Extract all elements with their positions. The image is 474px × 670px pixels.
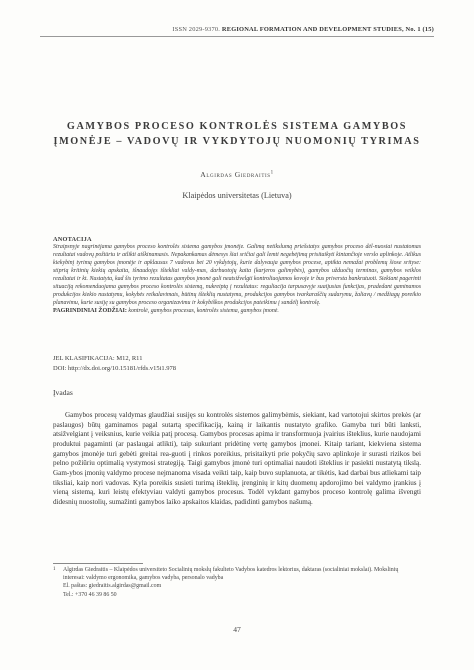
body-paragraph: Gamybos procesų valdymas glaudžiai susijęs su kontrolės sistemos galimybėmis, siekiant, kad vartotojui skirtos prekės (ar paslaugos) būtų gaminamos pagal sutartą specifikaciją, kainą ir laikantis nustatyto grafiko. Gamyba turi būti lanksti, atsižvelgiant į veiksnius, kurie veikia patį procesą. Gamybos procesas apima ir transformuoja įvairius išteklius, kurie naudojami produktui pagaminti (ar paslaugai atlikti), taip sukuriant pridėtinę vertę gamybos įmonei. Kitaip tariant, kiekviena sistema gamybos įmonėje turi gebėti greitai rea-guoti į rinkos poreikius, prisitaikyti prie pokyčių savo aplinkoje ir surasti rizikos bei pelno požiūriu optimalią vystymosi strategiją. Taigi gamybos įmonė turi optimaliai naudoti išteklius ir pasiekti nustatytą tikslą. Gam-ybos įmonių valdymo procese nejmanoma visada veikti taip, kaip buvo suplanuota, ar tikėtis, kad darbai bus atliekami taip tiksliai, kaip nori vadovas. Kyla poreikis susieti turimą išteklių, įrenginių ir kitų duomenų apdorojimo bei valdymo įrankius į vieną sistemą, kuri leistų efektyviau valdyti gamybos procesus. Todėl vykdant gamybos proceso kontrolę galima išvengti didesnių nuostolių, sumažinti gamybos laiko apskaitos klaidas, padidinti gamybos našumą. [53,411,421,506]
article-meta [53,354,421,373]
abstract-heading: ANOTACIJA [53,236,92,243]
author-footnote-mark: 1 [270,170,274,176]
title-line-2: ĮMONĖJE – VADOVŲ IR VYKDYTOJŲ NUOMONIŲ TYRIMAS [53,136,421,147]
footnote-divider [53,563,143,564]
section-heading: Įvadas [53,388,73,397]
body-text [53,411,421,508]
article-title [40,119,434,149]
author-name: Algirdas Giedraitis [200,170,271,179]
keywords-list: kontrolė, gamybos procesas, kontrolės sistema, gamybos įmonė. [128,307,279,314]
footnote [53,566,421,599]
author [0,170,474,179]
abstract [53,236,421,316]
title-line-1: GAMYBOS PROCESO KONTROLĖS SISTEMA GAMYBOS [66,121,408,132]
footnote-phone: Tel.: +370 46 39 86 50 [63,591,117,598]
abstract-text: Straipsnyje nagrinėjama gamybos proceso kontrolės sistema gamybos įmonėje. Galimą netikslumą priešstatys gamybos proceso dėl-nuosiai nustatomas rezultatai vadovų požiūriu ir atlikti aiškinamasis. Nepakankamas dėmesys šiai sričiai gali lemti negebėjimą prisitaikyti kintančioje verslo aplinkoje. Atlikus kiekybinį tyrimą gamybos įmonėje ir apklausus 7 vadovus bei 20 vykdytojų, kurie dalyvauja gamybos procese, aptikta nemažai problemų šiose srityse: stiprią kritinių kiekių apskaita, išnaudojęs ištekliai valdy-mas, darbuotojų kaita (karjeros galimybės), gamybos užduočių terminas, gamybos veiklos rezultatai ir kt. Nustatyta, kad šis tyrimo rezultatas gamybos įmonė gali neatsižvelgti kontroliuojamos kovoje ir bus priversta bankrutuoti. Siekiant pagerinti situaciją rekomenduojama gamybos proceso kontrolės sistemą, nukreiptą į rezultatus: reguliacija tarpusavyje suaijusias funkcijas, pradedant gaminamos produkcijos kiekio nustatymu, kokybės reikalavimais, būtinų išteklių nustatymu, produkcijos gamybos tvarkaraščių sudarymu, žaliavų / medžiagų poreikio planavimu, kurie susiję su gamybos proceso organizavimu ir kokybiškos produkcijos pateikimu į sandėlį kontrolę. [53,243,421,306]
header-issn: ISSN 2029-9370. [172,26,221,33]
footnote-email[interactable]: El. paštas: giedraitis.algirdas@gmail.com [63,583,162,590]
page-number: 47 [233,625,241,634]
header-divider [40,36,434,37]
header-journal: REGIONAL FORMATION AND DEVELOPMENT STUDIES, No. 1 (15) [221,26,434,33]
keywords [53,308,421,316]
jel-classification: JEL KLASIFIKACIJA: M12, R11 [53,355,143,362]
running-header [40,26,434,33]
doi-link[interactable]: DOI: http://dx.doi.org/10.15181/rfds.v15i1.978 [53,364,177,372]
affiliation: Klaipėdos universitetas (Lietuva) [182,191,292,200]
footnote-mark: 1 [53,567,56,572]
keywords-label: PAGRINDINIAI ŽODŽIAI: [53,307,127,314]
footnote-text: Algirdas Giedraitis – Klaipėdos universiteto Socialinių mokslų fakulteto Vadybos katedros lektorius, daktaras (socialiniai mokslai). Mokslinių interesai: valdymo ergonomika, gamybos vadyba, personalo vadyba [63,567,399,582]
